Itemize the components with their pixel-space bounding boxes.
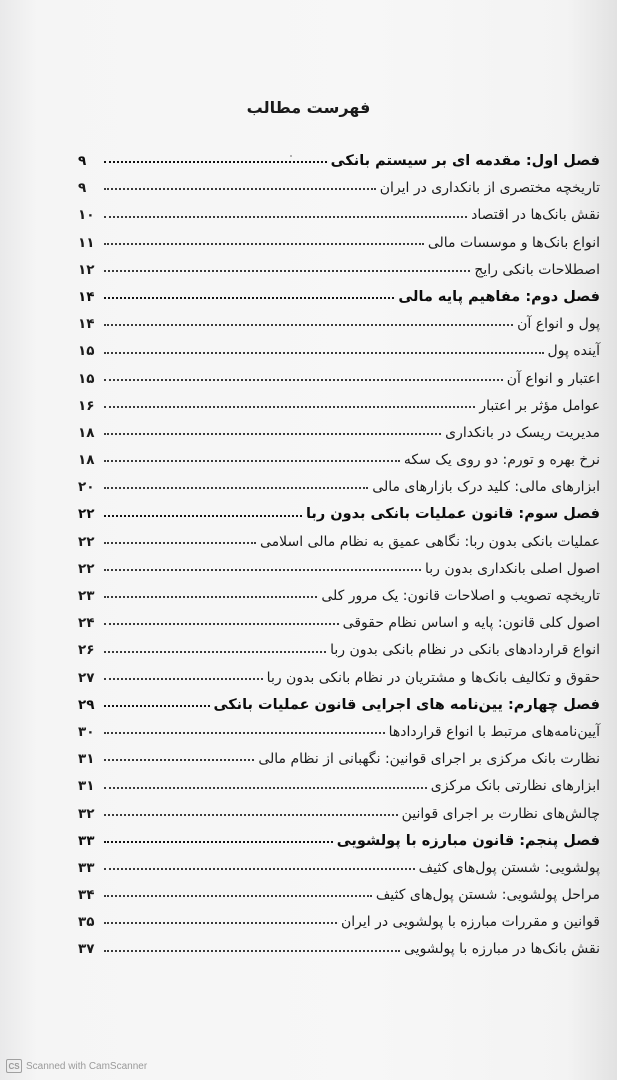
toc-section-row [78, 366, 600, 393]
toc-entry-title: حقوق و تکالیف بانک‌ها و مشتریان در نظام بانکی بدون ربا [266, 669, 600, 686]
dot-leader [104, 623, 339, 625]
toc-page-number: ۳۰ [78, 723, 95, 740]
toc-page-number: ۳۱ [78, 778, 95, 795]
dot-leader [104, 379, 503, 381]
toc-entry-title: مدیریت ریسک در بانکداری [445, 424, 600, 441]
dot-leader [104, 324, 513, 326]
toc-chapter-row [78, 692, 600, 719]
toc-page-number: ۲۰ [78, 479, 95, 496]
toc-section-row [78, 474, 600, 501]
dot-leader [104, 487, 368, 489]
toc-section-row [78, 230, 600, 257]
toc-entry-title: نقش بانک‌ها در اقتصاد [471, 207, 600, 224]
dot-leader [104, 433, 441, 435]
toc-entry-title: فصل دوم: مفاهیم پایه مالی [398, 288, 600, 305]
dot-leader [104, 352, 544, 354]
watermark-text: Scanned with CamScanner [26, 1060, 148, 1072]
toc-chapter-row [78, 148, 600, 175]
toc-entry-title: قوانین و مقررات مبارزه با پولشویی در ایران [340, 914, 600, 931]
dot-leader [104, 678, 263, 680]
toc-section-row [78, 936, 600, 963]
toc-page-number: ۲۲ [78, 533, 95, 550]
toc-entry-title: مراحل پولشویی: شستن پول‌های کثیف [375, 887, 600, 904]
toc-section-row [78, 637, 600, 664]
dot-leader [104, 895, 372, 897]
toc-entry-title: فصل پنجم: قانون مبارزه با پولشویی [336, 832, 600, 849]
dot-leader [104, 705, 210, 707]
toc-page-number: ۹ [78, 153, 87, 169]
toc-section-row [78, 556, 600, 583]
toc-section-row [78, 610, 600, 637]
toc-entry-title: چالش‌های نظارت بر اجرای قوانین [401, 805, 600, 822]
dot-leader [104, 759, 254, 761]
toc-entry-title: پولشویی: شستن پول‌های کثیف [418, 859, 600, 876]
toc-page-number: ۱۸ [78, 452, 95, 469]
dot-leader [104, 569, 421, 571]
toc-entry-title: فصل چهارم: یین‌نامه های اجرایی قانون عملیات بانکی [213, 696, 600, 713]
toc-section-row [78, 583, 600, 610]
toc-entry-title: انواع قراردادهای بانکی در نظام بانکی بدون ربا [330, 642, 600, 659]
toc-page-number: ۳۴ [78, 887, 95, 904]
toc-section-row [78, 801, 600, 828]
toc-entry-title: فصل اول: مقدمه ای بر سیستم بانکی [330, 153, 600, 169]
toc-section-row [78, 202, 600, 229]
toc-page-number: ۱۲ [78, 261, 95, 278]
toc-entry-title: پول و انواع آن [517, 316, 600, 333]
dot-leader [104, 515, 302, 517]
toc-page-number: ۳۷ [78, 941, 95, 958]
toc-entry-title: اعتبار و انواع آن [506, 370, 600, 387]
dot-leader [104, 460, 400, 462]
toc-page-number: ۱۱ [78, 234, 95, 251]
toc-chapter-row [78, 501, 600, 528]
toc-page-number: ۱۴ [78, 316, 95, 333]
toc-entry-title: اصول کلی قانون: پایه و اساس نظام حقوقی [342, 615, 600, 632]
toc-section-row [78, 420, 600, 447]
scanner-watermark [6, 1059, 147, 1073]
toc-page-number: ۱۵ [78, 370, 95, 387]
dot-leader [104, 270, 470, 272]
dot-leader [104, 651, 326, 653]
toc-section-row [78, 855, 600, 882]
dot-leader [104, 922, 337, 924]
toc-page-number: ۱۰ [78, 207, 95, 224]
toc-entry-title: تاریخچه تصویب و اصلاحات قانون: یک مرور کلی [321, 588, 600, 604]
toc-page-number: ۲۷ [78, 669, 95, 686]
toc-section-row [78, 447, 600, 474]
toc-page-number: ۳۱ [78, 751, 95, 768]
toc-entry-title: نرخ بهره و تورم: دو روی یک سکه [403, 452, 600, 469]
dot-leader [104, 297, 394, 299]
toc-page-number: ۲۶ [78, 642, 95, 659]
dot-leader [104, 814, 398, 816]
toc-page-number: ۳۳ [78, 832, 95, 849]
toc-entry-title: ابزارهای نظارتی بانک مرکزی [430, 778, 600, 795]
toc-section-row [78, 882, 600, 909]
toc-entry-title: اصول اصلی بانکداری بدون ربا [424, 560, 600, 577]
toc-section-row [78, 257, 600, 284]
toc-page-number: ۱۴ [78, 288, 95, 305]
dot-leader [104, 950, 400, 952]
dot-leader [104, 787, 427, 789]
toc-page-number: ۲۴ [78, 615, 95, 632]
toc-page-number: ۲۲ [78, 506, 95, 523]
toc-entry-title: نقش بانک‌ها در مبارزه با پولشویی [404, 941, 600, 958]
toc-chapter-row [78, 828, 600, 855]
toc-section-row [78, 746, 600, 773]
dot-leader [104, 542, 256, 544]
toc-page-number: ۲۹ [78, 696, 95, 713]
toc-section-row [78, 909, 600, 936]
toc-page-number: ۱۸ [78, 424, 95, 441]
toc-page-number: ۳۳ [78, 859, 95, 876]
dot-leader [104, 243, 424, 245]
toc-entry-title: عملیات بانکی بدون ربا: نگاهی عمیق به نظام مالی اسلامی [259, 533, 600, 550]
toc-page-number: ۲۲ [78, 560, 95, 577]
table-of-contents [78, 148, 600, 964]
dot-leader [104, 841, 333, 843]
dot-leader [104, 216, 467, 218]
page-title: فهرست مطالب [246, 98, 371, 117]
toc-entry-title: ابزارهای مالی: کلید درک بازارهای مالی [372, 479, 600, 496]
toc-section-row [78, 393, 600, 420]
toc-entry-title: اصطلاحات بانکی رایج [474, 261, 600, 278]
dot-leader [104, 188, 376, 190]
dot-leader [104, 596, 317, 598]
toc-entry-title: تاریخچه مختصری از بانکداری در ایران [379, 180, 600, 197]
toc-page-number: ۱۶ [78, 397, 95, 414]
toc-entry-title: انواع بانک‌ها و موسسات مالی [427, 234, 600, 251]
dot-leader [104, 868, 415, 870]
toc-page-number: ۳۲ [78, 805, 95, 822]
toc-page-number: ۲۳ [78, 588, 95, 604]
toc-section-row [78, 665, 600, 692]
toc-page-number: ۳۵ [78, 914, 95, 931]
camscanner-logo-icon: CS [6, 1059, 22, 1073]
dot-leader [104, 161, 327, 163]
toc-page-number: ۹ [78, 180, 87, 197]
toc-entry-title: نظارت بانک مرکزی بر اجرای قوانین: نگهبانی از نظام مالی [258, 751, 600, 768]
dot-leader [104, 732, 385, 734]
toc-section-row [78, 719, 600, 746]
toc-entry-title: عوامل مؤثر بر اعتبار [479, 397, 600, 414]
toc-entry-title: آیین‌نامه‌های مرتبط با انواع قراردادها [388, 723, 600, 740]
toc-entry-title: آینده پول [547, 343, 600, 360]
toc-section-row [78, 773, 600, 800]
toc-section-row [78, 529, 600, 556]
toc-entry-title: فصل سوم: قانون عملیات بانکی بدون ربا [305, 506, 600, 523]
toc-chapter-row [78, 284, 600, 311]
dot-leader [104, 406, 475, 408]
toc-section-row [78, 338, 600, 365]
toc-section-row [78, 175, 600, 202]
toc-page-number: ۱۵ [78, 343, 95, 360]
toc-section-row [78, 311, 600, 338]
